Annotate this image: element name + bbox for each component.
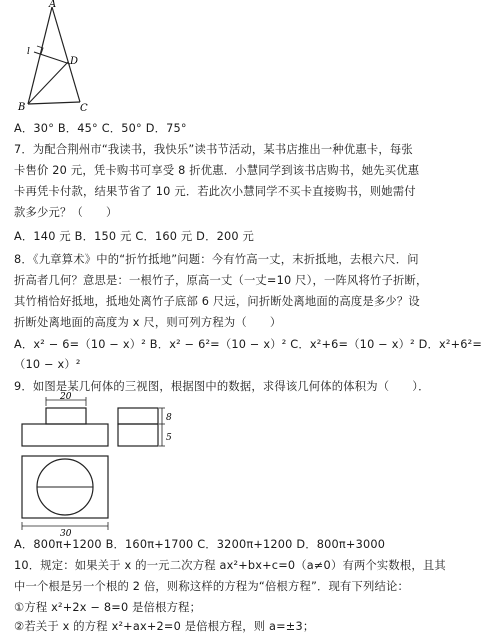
- q7-line-1: 7．为配合荆州市“我读书，我快乐”读书节活动，某书店推出一种优惠卡，每张: [14, 143, 413, 156]
- q10-line-1: 10．规定：如果关于 x 的一元二次方程 ax²+bx+c=0（a≠0）有两个实数根，且其: [14, 559, 446, 572]
- segment-bd: [28, 62, 68, 104]
- triangle-figure: [8, 2, 108, 112]
- label-d: D: [70, 56, 79, 67]
- three-views-figure: [10, 392, 200, 539]
- side-view-lower: [118, 424, 158, 446]
- q6-options: A．30° B．45° C．50° D．75°: [14, 122, 187, 135]
- dim-label-8: 8: [166, 413, 172, 423]
- q7-line-3: 卡再凭卡付款，结果节省了 10 元．若此次小慧同学不买卡直接购书，则她需付: [14, 185, 416, 198]
- q8-line-3: 其竹梢恰好抵地，抵地处离竹子底部 6 尺远，问折断处离地面的高度是多少？设: [14, 295, 420, 308]
- label-b: B: [18, 102, 26, 113]
- q9-options: A．800π+1200 B．160π+1700 C．3200π+1200 D．800π+3000: [14, 538, 386, 551]
- q10-line-4: ②若关于 x 的方程 x²+ax+2=0 是倍根方程，则 a=±3；: [14, 620, 315, 633]
- side-ab: [28, 7, 52, 104]
- front-view-lower: [22, 424, 108, 446]
- q8-line-1: 8．《九章算术》中的“折竹抵地”问题：今有竹高一丈，末折抵地，去根六尺．问: [14, 253, 419, 266]
- label-a: A: [49, 0, 57, 10]
- side-view-upper: [118, 408, 158, 424]
- q10-line-3: ①方程 x²+2x − 8=0 是倍根方程；: [14, 601, 202, 614]
- q8-options: A．x² − 6=（10 − x）² B．x² − 6²=（10 − x）² C．x²+6=（10 − x）² D．x²+6²=: [14, 338, 482, 351]
- label-l: l: [27, 47, 30, 57]
- q8-line-2: 折高者几何？意思是：一根竹子，原高一丈（一丈=10 尺），一阵风将竹子折断，: [14, 274, 428, 287]
- label-c: C: [80, 103, 88, 114]
- q8-line-4: 折断处离地面的高度为 x 尺，则可列方程为（ ）: [14, 316, 282, 329]
- q10-line-2: 中一个根是另一个根的 2 倍，则称这样的方程为“倍根方程”．现有下列结论：: [14, 580, 409, 593]
- q7-line-4: 款多少元？（ ）: [14, 206, 118, 219]
- q8-options-cont: （10 − x）²: [14, 358, 81, 371]
- front-view-upper: [46, 408, 86, 424]
- dim-label-20: 20: [60, 392, 72, 402]
- side-ac: [52, 7, 80, 102]
- q9-question: 9．如图是某几何体的三视图，根据图中的数据，求得该几何体的体积为（ ）．: [14, 380, 430, 393]
- side-bc: [28, 102, 80, 104]
- q7-options: A．140 元 B．150 元 C．160 元 D．200 元: [14, 230, 255, 243]
- dim-label-30: 30: [60, 529, 72, 539]
- q7-line-2: 卡售价 20 元，凭卡购书可享受 8 折优惠．小慧同学到该书店购书，她先买优惠: [14, 164, 420, 177]
- dim-label-5: 5: [166, 433, 172, 443]
